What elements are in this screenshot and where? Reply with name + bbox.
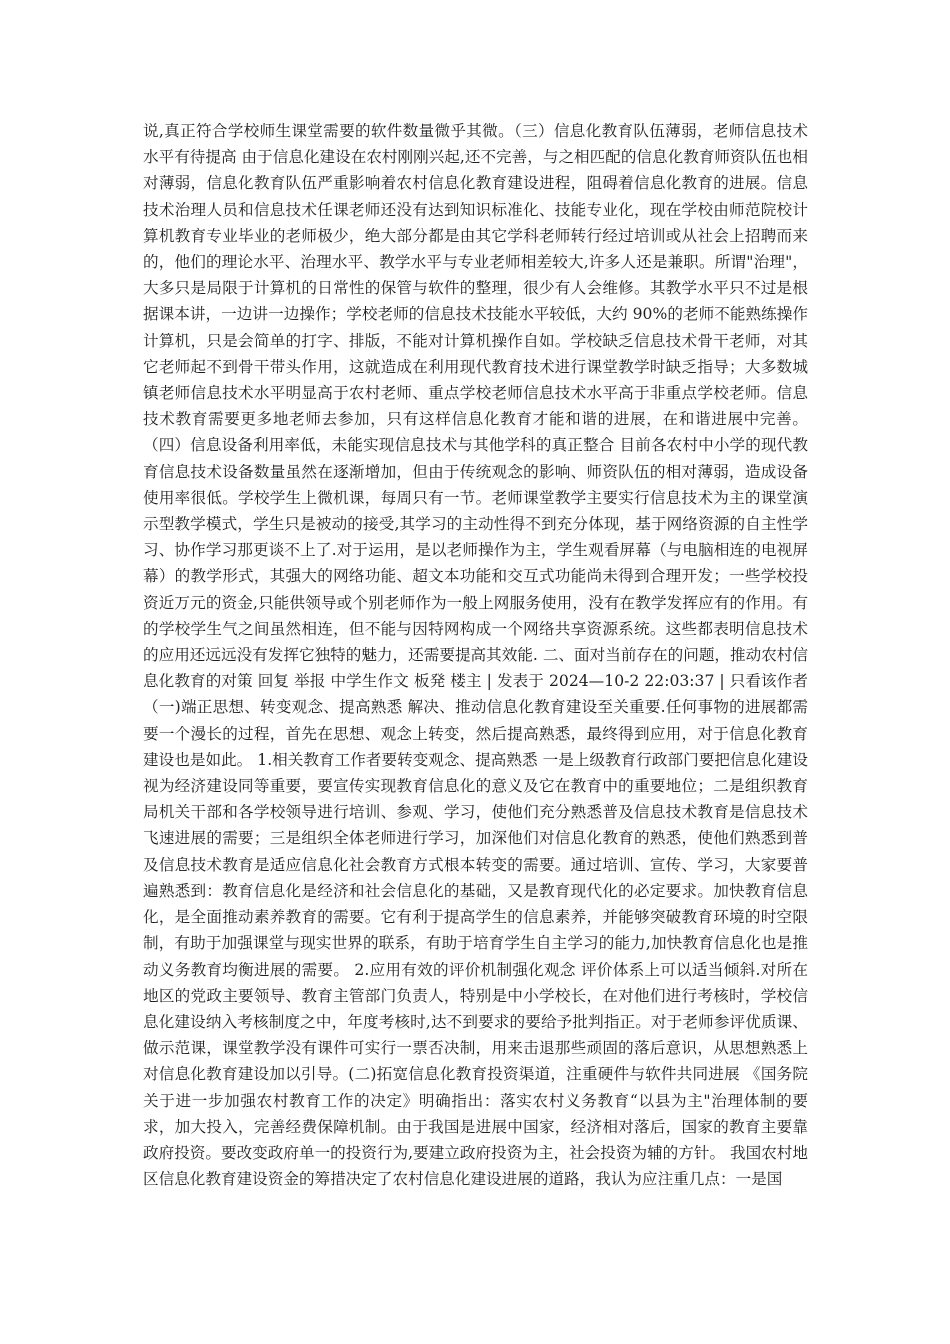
body-paragraph: 说,真正符合学校师生课堂需要的软件数量微乎其微。（三）信息化教育队伍薄弱，老师信息技术水平有待提高 由于信息化建设在农村刚刚兴起,还不完善，与之相匹配的信息化教育师资队伍也相对薄弱，信息化教育队伍严重影响着农村信息化教育建设进程，阻碍着信息化教育的进展。信息技术治理人员和信息技术任课老师还没有达到知识标准化、技能专业化，现在学校由师范院校计算机教育专业毕业的老师极少，绝大部分都是由其它学科老师转行经过培训或从社会上招聘而来的，他们的理论水平、治理水平、教学水平与专业老师相差较大,许多人还是兼职。所谓"治理"，大多只是局限于计算机的日常性的保管与软件的整理，很少有人会维修。其教学水平只不过是根据课本讲，一边讲一边操作；学校老师的信息技术技能水平较低，大约 90%的老师不能熟练操作计算机，只是会简单的打字、排版，不能对计算机操作自如。学校缺乏信息技术骨干老师，对其它老师起不到骨干带头作用，这就造成在利用现代教育技术进行课堂教学时缺乏指导；大多数城镇老师信息技术水平明显高于农村老师、重点学校老师信息技术水平高于非重点学校老师。信息技术教育需要更多地老师去参加，只有这样信息化教育才能和谐的进展，在和谐进展中完善。（四）信息设备利用率低，未能实现信息技术与其他学科的真正整合 目前各农村中小学的现代教育信息技术设备数量虽然在逐渐增加，但由于传统观念的影响、师资队伍的相对薄弱，造成设备使用率很低。学校学生上微机课，每周只有一节。老师课堂教学主要实行信息技术为主的课堂演示型教学模式，学生只是被动的接受,其学习的主动性得不到充分体现，基于网络资源的自主性学习、协作学习那更谈不上了.对于运用，是以老师操作为主，学生观看屏幕（与电脑相连的电视屏幕）的教学形式，其强大的网络功能、超文本功能和交互式功能尚未得到合理开发；一些学校投资近万元的资金,只能供领导或个别老师作为一般上网服务使用，没有在教学发挥应有的作用。有的学校学生气之间虽然相连，但不能与因特网构成一个网络共享资源系统。这些都表明信息技术的应用还远远没有发挥它独特的魅力，还需要提高其效能. 二、面对当前存在的问题，推动农村信息化教育的对策 回复 举报 中学生作文 板発 楼主 | 发表于 2024—10-2 22:03:37 | 只看该作者 （一)端正思想、转变观念、提高熟悉 解决、推动信息化教育建设至关重要.任何事物的进展都需要一个漫长的过程，首先在思想、观念上转变，然后提高熟悉，最终得到应用，对于信息化教育建设也是如此。 1.相关教育工作者要转变观念、提高熟悉 一是上级教育行政部门要把信息化建设视为经济建设同等重要，要宣传实现教育信息化的意义及它在教育中的重要地位；二是组织教育局机关干部和各学校领导进行培训、参观、学习，使他们充分熟悉普及信息技术教育是信息技术飞速进展的需要；三是组织全体老师进行学习，加深他们对信息化教育的熟悉，使他们熟悉到普及信息技术教育是适应信息化社会教育方式根本转变的需要。通过培训、宣传、学习，大家要普遍熟悉到：教育信息化是经济和社会信息化的基础，又是教育现代化的必定要求。加快教育信息化，是全面推动素养教育的需要。它有利于提高学生的信息素养，并能够突破教育环境的时空限制，有助于加强课堂与现实世界的联系，有助于培育学生自主学习的能力,加快教育信息化也是推动义务教育均衡进展的需要。 2.应用有效的评价机制强化观念 评价体系上可以适当倾斜.对所在地区的党政主要领导、教育主管部门负责人，特别是中小学校长，在对他们进行考核时，学校信息化建设纳入考核制度之中，年度考核时,达不到要求的要给予批判指正。对于老师参评优质课、做示范课，课堂教学没有课件可实行一票否决制，用来击退那些顽固的落后意识，从思想熟悉上对信息化教育建设加以引导。(二)拓宽信息化教育投资渠道，注重硬件与软件共同进展 《国务院关于进一步加强农村教育工作的决定》明确指出：落实农村义务教育“以县为主"治理体制的要求，加大投入，完善经费保障机制。由于我国是进展中国家，经济相对落后，国家的教育主要靠政府投资。要改变政府单一的投资行为,要建立政府投资为主，社会投资为辅的方针。 我国农村地区信息化教育建设资金的筹措决定了农村信息化建设进展的道路，我认为应注重几点：一是国 bbox=[143, 122, 808, 1189]
text-column bbox=[143, 118, 808, 1192]
